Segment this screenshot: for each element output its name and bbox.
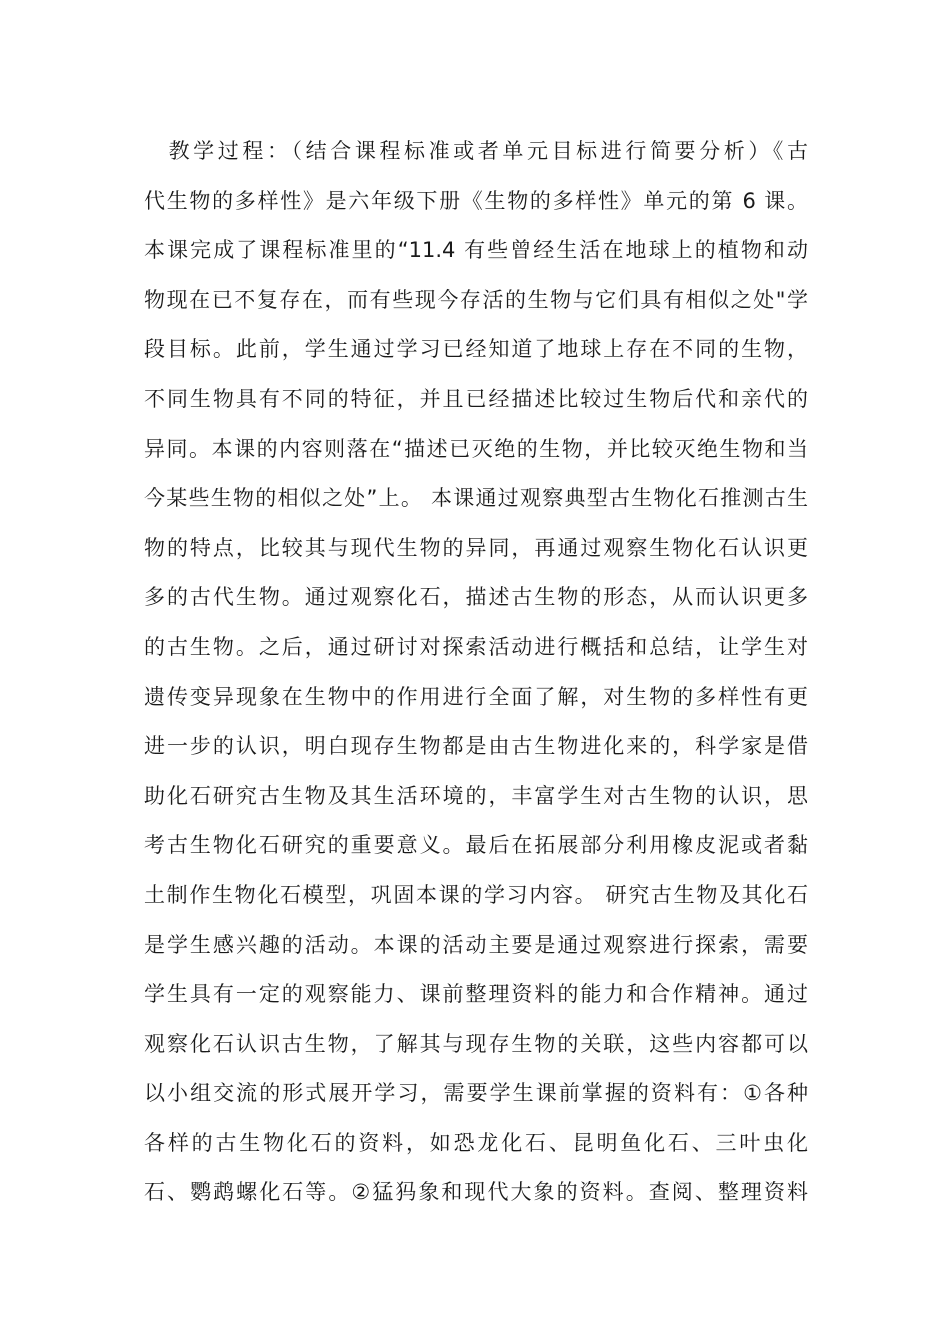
text-line: 物现在已不复存在，而有些现今存活的生物与它们具有相似之处"学 (144, 287, 808, 312)
text-line: 物的特点，比较其与现代生物的异同，再通过观察生物化石认识更 (144, 535, 808, 560)
text-line: 代生物的多样性》是六年级下册《生物的多样性》单元的第 6 课。 (144, 188, 808, 213)
text-line: 本课完成了课程标准里的“11.4 有些曾经生活在地球上的植物和动 (144, 238, 808, 263)
text-line: 土制作生物化石模型，巩固本课的学习内容。 研究古生物及其化石 (144, 882, 808, 907)
text-line: 不同生物具有不同的特征，并且已经描述比较过生物后代和亲代的 (144, 386, 808, 411)
body-paragraph (144, 127, 808, 1218)
text-line: 学生具有一定的观察能力、课前整理资料的能力和合作精神。通过 (144, 982, 808, 1007)
text-line: 助化石研究古生物及其生活环境的，丰富学生对古生物的认识，思 (144, 783, 808, 808)
text-line: 是学生感兴趣的活动。本课的活动主要是通过观察进行探索，需要 (144, 932, 808, 957)
text-line: 观察化石认识古生物，了解其与现存生物的关联，这些内容都可以 (144, 1031, 808, 1056)
text-line: 多的古代生物。通过观察化石，描述古生物的形态，从而认识更多 (144, 585, 808, 610)
text-line: 今某些生物的相似之处”上。 本课通过观察典型古生物化石推测古生 (144, 486, 808, 511)
text-line: 异同。本课的内容则落在“描述已灭绝的生物，并比较灭绝生物和当 (144, 436, 808, 461)
text-line: 各样的古生物化石的资料，如恐龙化石、昆明鱼化石、三叶虫化 (144, 1130, 808, 1155)
text-line: 的古生物。之后，通过研讨对探索活动进行概括和总结，让学生对 (144, 634, 808, 659)
text-line: 遗传变异现象在生物中的作用进行全面了解，对生物的多样性有更 (144, 684, 808, 709)
text-line: 石、鹦鹉螺化石等。②猛犸象和现代大象的资料。查阅、整理资料 (144, 1180, 808, 1205)
text-line: 段目标。此前，学生通过学习已经知道了地球上存在不同的生物， (144, 337, 808, 362)
text-line: 考古生物化石研究的重要意义。最后在拓展部分利用橡皮泥或者黏 (144, 833, 808, 858)
text-line: 进一步的认识，明白现存生物都是由古生物进化来的，科学家是借 (144, 734, 808, 759)
text-line: 教学过程：（结合课程标准或者单元目标进行简要分析）《古 (144, 139, 808, 163)
text-line: 以小组交流的形式展开学习，需要学生课前掌握的资料有：①各种 (144, 1081, 808, 1106)
